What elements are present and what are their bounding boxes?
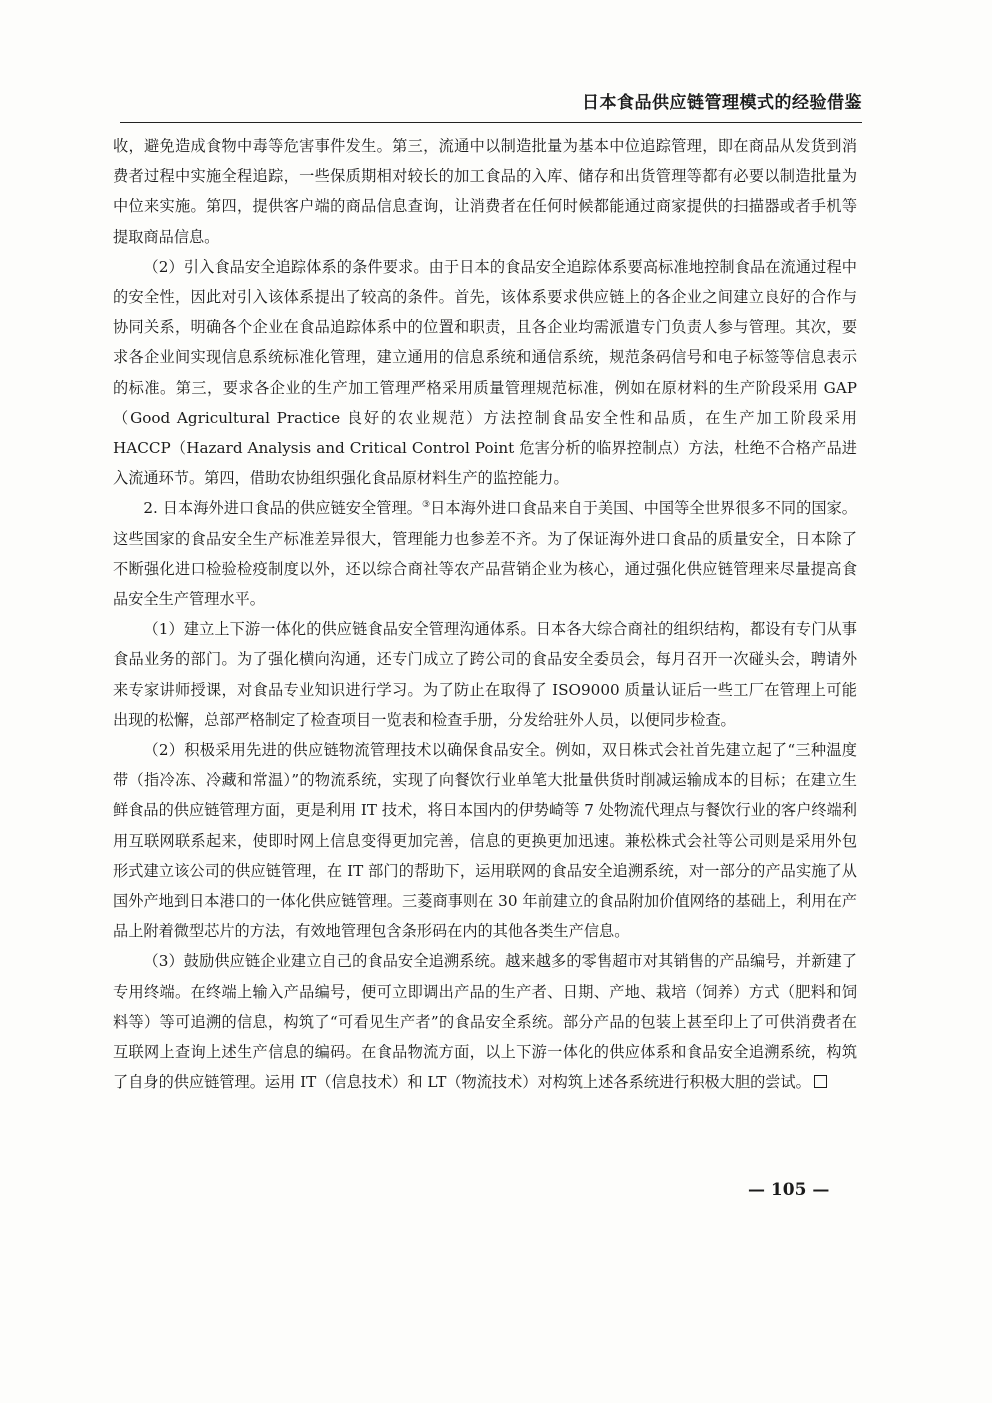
- running-title: 日本食品供应链管理模式的经验借鉴: [582, 93, 862, 113]
- paragraph-traceability-requirements: （2）引入食品安全追踪体系的条件要求。由于日本的食品安全追踪体系要高标准地控制食品在流通过程中的安全性，因此对引入该体系提出了较高的条件。首先，该体系要求供应链上的各企业之间建立良好的合作与协同关系，明确各个企业在食品追踪体系中的位置和职责，且各企业均需派遣专门负责人参与管理。其次，要求各企业间实现信息系统标准化管理，建立通用的信息系统和通信系统，规范条码信号和电子标签等信息表示的标准。第三，要求各企业的生产加工管理严格采用质量管理规范标准，例如在原材料的生产阶段采用 GAP（Good Agricultural Practice 良好的农业规范）方法控制食品安全性和品质，在生产加工阶段采用 HACCP（Hazard Analysis and Critical Control Point 危害分析的临界控制点）方法，杜绝不合格产品进入流通环节。第四，借助农协组织强化食品原材料生产的监控能力。: [113, 257, 857, 488]
- paragraph-import-food-safety: [113, 493, 857, 614]
- footnote-marker: ③: [421, 500, 431, 511]
- paragraph-tracing-text: （3）鼓励供应链企业建立自己的食品安全追溯系统。越来越多的零售超市对其销售的产品编号，并新建了专用终端。在终端上输入产品编号，便可立即调出产品的生产者、日期、产地、栽培（饲养）方式（肥料和饲料等）等可追溯的信息，构筑了“可看见生产者”的食品安全系统。部分产品的包装上甚至印上了可供消费者在互联网上查询上述生产信息的编码。在食品物流方面，以上下游一体化的供应体系和食品安全追溯系统，构筑了自身的供应链管理。运用 IT（信息技术）和 LT（物流技术）对构筑上述各系统进行积极大胆的尝试。: [113, 952, 857, 1092]
- body-text: [113, 131, 857, 1098]
- paragraph-communication-system: （1）建立上下游一体化的供应链食品安全管理沟通体系。日本各大综合商社的组织结构，都设有专门从事食品业务的部门。为了强化横向沟通，还专门成立了跨公司的食品安全委员会，每月召开一次碰头会，聘请外来专家讲师授课，对食品专业知识进行学习。为了防止在取得了 ISO9000 质量认证后一些工厂在管理上可能出现的松懈，总部严格制定了检查项目一览表和检查手册，分发给驻外人员，以便同步检查。: [113, 620, 857, 729]
- paragraph-import-lead: 2. 日本海外进口食品的供应链安全管理。: [143, 499, 422, 518]
- paragraph-logistics-technology: （2）积极采用先进的供应链物流管理技术以确保食品安全。例如，双日株式会社首先建立起了“三种温度带（指冷冻、冷藏和常温）”的物流系统，实现了向餐饮行业单笔大批量供货时削减运输成本的目标；在建立生鲜食品的供应链管理方面，更是利用 IT 技术，将日本国内的伊势崎等 7 处物流代理点与餐饮行业的客户终端利用互联网联系起来，使即时网上信息变得更加完善，信息的更换更加迅速。兼松株式会社等公司则是采用外包形式建立该公司的供应链管理，在 IT 部门的帮助下，运用联网的食品安全追溯系统，对一部分的产品实施了从国外产地到日本港口的一体化供应链管理。三菱商事则在 30 年前建立的食品附加价值网络的基础上，利用在产品上附着微型芯片的方法，有效地管理包含条形码在内的其他各类生产信息。: [113, 741, 857, 941]
- paragraph-continuation: 收，避免造成食物中毒等危害事件发生。第三，流通中以制造批量为基本中位追踪管理，即在商品从发货到消费者过程中实施全程追踪，一些保质期相对较长的加工食品的入库、储存和出货管理等都有必要以制造批量为中位来实施。第四，提供客户端的商品信息查询，让消费者在任何时候都能通过商家提供的扫描器或者手机等提取商品信息。: [113, 137, 857, 246]
- header-rule: [120, 122, 862, 123]
- page-number: — 105 —: [748, 1180, 830, 1200]
- paragraph-tracing-systems: [113, 946, 857, 1097]
- end-mark-icon: [814, 1075, 827, 1088]
- paragraph-import-rest: 日本海外进口食品来自于美国、中国等全世界很多不同的国家。这些国家的食品安全生产标准差异很大，管理能力也参差不齐。为了保证海外进口食品的质量安全，日本除了不断强化进口检验检疫制度以外，还以综合商社等农产品营销企业为核心，通过强化供应链管理来尽量提高食品安全生产管理水平。: [113, 499, 857, 609]
